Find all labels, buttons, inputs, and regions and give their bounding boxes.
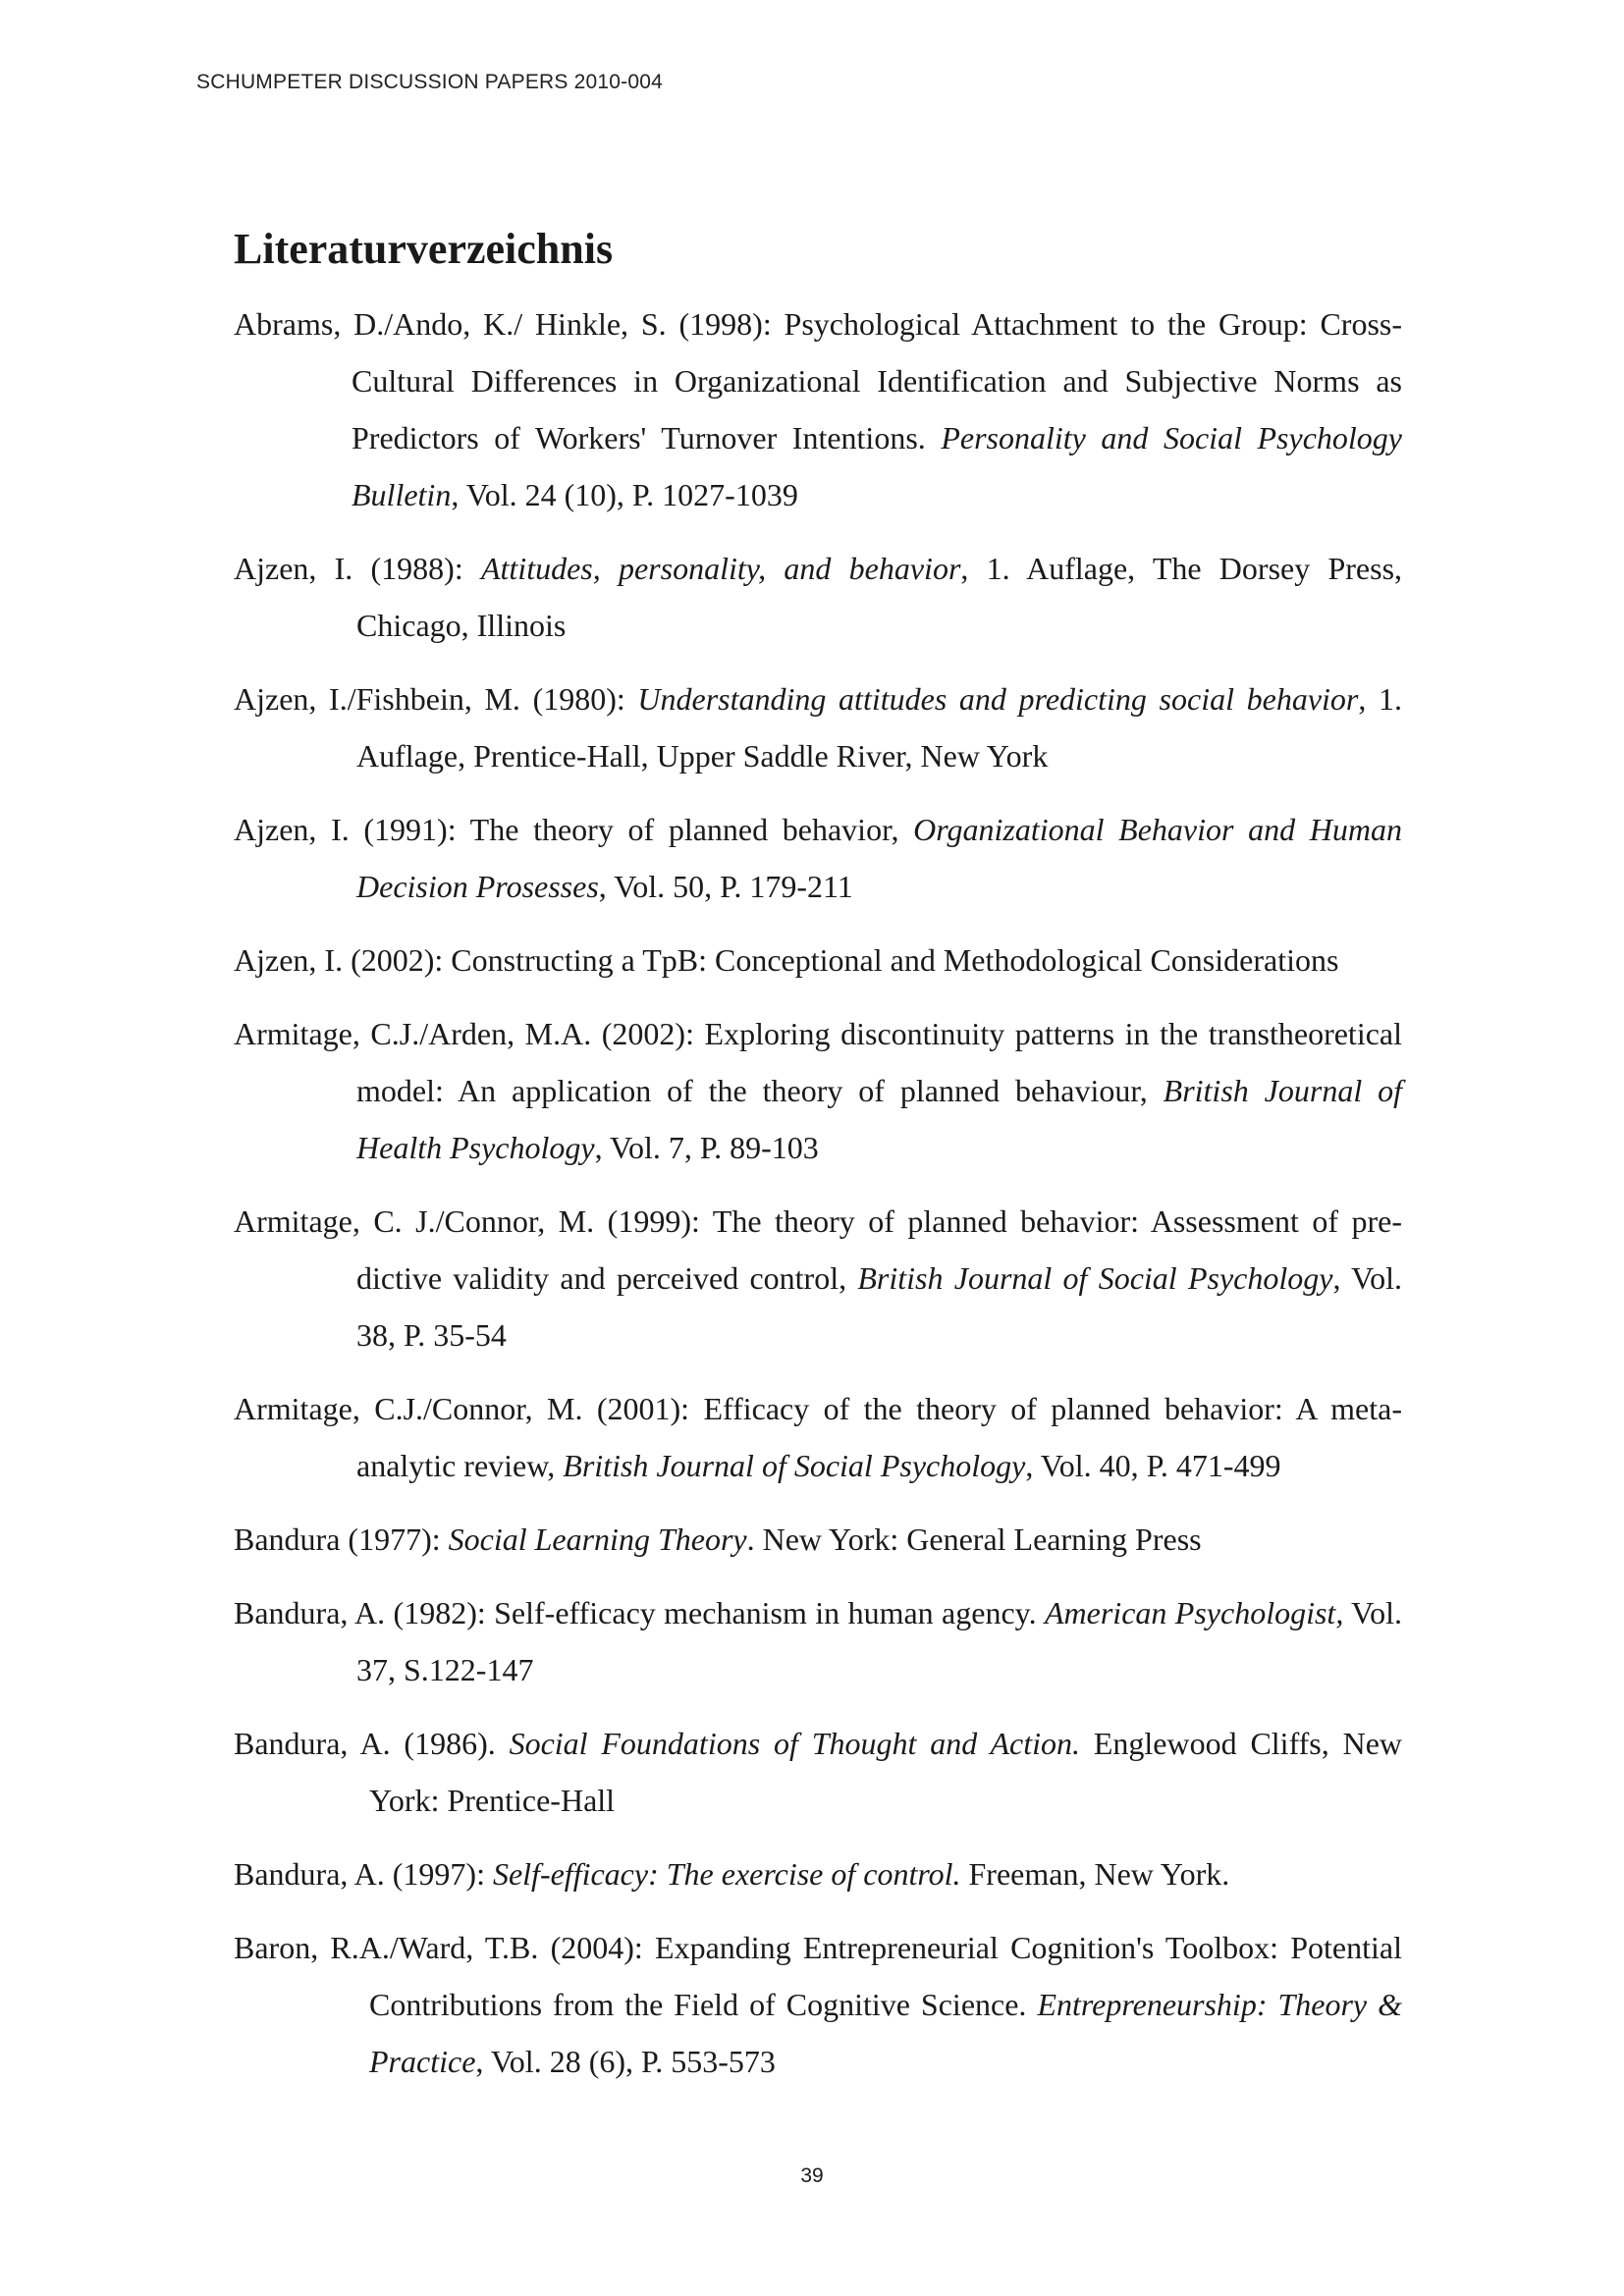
ref-details: , Vol. 24 (10), P. 1027-1039 <box>451 476 798 512</box>
ref-details: Englewood Cliffs, New York: Prentice-Hall <box>369 1725 1403 1818</box>
ref-journal: American Psychologist, <box>1044 1594 1344 1630</box>
ref-journal: Self-efficacy: The exercise of control. <box>492 1855 961 1892</box>
section-title: Literaturverzeichnis <box>234 225 614 273</box>
ref-text: Bandura, A. (1986). <box>234 1725 510 1761</box>
ref-details: , Vol. 50, P. 179-211 <box>598 868 853 904</box>
ref-text: Baron, R.A./Ward, T.B. (2004): Expanding Entrepreneurial Cognition's Toolbox: Potential Contributions from the Field of Cognitive Science. <box>234 1929 1402 2022</box>
reference-entry <box>234 295 1402 523</box>
ref-text: Abrams, D./Ando, K./ Hinkle, S. (1998): Psychological Attachment to the Group: Cross-Cultural Differences in Organizational Identification and Subjective Norms as Predictors of Workers' Turnover Intentions. <box>234 305 1402 455</box>
reference-entry <box>234 1193 1402 1363</box>
ref-details: Vol. 37, S.122-147 <box>356 1594 1403 1687</box>
ref-details: , 1. Auflage, The Dorsey Press, Chicago, Illinois <box>356 550 1403 643</box>
ref-journal: Attitudes, personality, and behavior <box>480 550 961 586</box>
running-header: SCHUMPETER DISCUSSION PAPERS 2010-004 <box>196 71 663 93</box>
bibliography <box>234 224 1402 2107</box>
ref-journal: Organizational Behavior and Human Decision Prosesses <box>356 811 1403 904</box>
ref-text: Ajzen, I./Fishbein, M. (1980): <box>234 680 638 717</box>
ref-text: Bandura, A. (1997): <box>234 1855 493 1892</box>
reference-entry <box>234 1919 1402 2090</box>
ref-journal: British Journal of Social Psychology <box>857 1259 1333 1296</box>
page-number: 39 <box>800 2164 824 2187</box>
reference-entry <box>234 1715 1402 1829</box>
reference-entry <box>234 1584 1402 1698</box>
ref-text: Ajzen, I. (1988): <box>234 550 481 586</box>
ref-text: Armitage, C.J./Connor, M. (2001): Efficacy of the theory of planned behavior: A meta-analytic review, <box>234 1390 1402 1483</box>
ref-details: , Vol. 28 (6), P. 553-573 <box>475 2043 776 2079</box>
ref-journal: Understanding attitudes and predicting social behavior <box>637 680 1359 717</box>
ref-text: Armitage, C.J./Arden, M.A. (2002): Exploring discontinuity patterns in the transtheoretical model: An application of the theory of planned behaviour, <box>234 1015 1402 1108</box>
ref-text: Bandura (1977): <box>234 1521 449 1557</box>
ref-journal: Social Learning Theory <box>448 1521 747 1557</box>
ref-details: , Vol. 40, P. 471-499 <box>1025 1447 1281 1483</box>
reference-entry <box>234 1511 1402 1568</box>
ref-journal: Entrepreneurship: Theory & Practice <box>369 1986 1403 2079</box>
ref-details: . New York: General Learning Press <box>746 1521 1202 1557</box>
reference-entry <box>234 540 1402 654</box>
ref-details: Freeman, New York. <box>960 1855 1230 1892</box>
ref-details: , Vol. 7, P. 89-103 <box>594 1129 819 1165</box>
reference-entry <box>234 932 1402 988</box>
ref-text: Ajzen, I. (2002): Constructing a TpB: Conceptional and Methodological Considerations <box>234 941 1339 978</box>
ref-journal: Social Foundations of Thought and Action. <box>509 1725 1081 1761</box>
reference-entry <box>234 670 1402 784</box>
ref-details: , 1. Auflage, Prentice-Hall, Upper Saddle River, New York <box>356 680 1402 774</box>
ref-text: Ajzen, I. (1991): The theory of planned behavior, <box>234 811 914 847</box>
ref-journal: British Journal of Health Psychology <box>356 1072 1403 1165</box>
ref-details: , Vol. 38, P. 35-54 <box>356 1259 1403 1353</box>
reference-entry <box>234 1380 1402 1494</box>
reference-entry <box>234 1845 1402 1902</box>
ref-journal: British Journal of Social Psychology <box>563 1447 1026 1483</box>
ref-journal: Personality and Social Psychology Bulletin <box>352 419 1403 512</box>
reference-entry <box>234 801 1402 915</box>
reference-entry <box>234 1005 1402 1176</box>
ref-text: Bandura, A. (1982): Self-efficacy mechanism in human agency. <box>234 1594 1045 1630</box>
ref-text: Armitage, C. J./Connor, M. (1999): The theory of planned behavior: Assessment of predictive validity and perceived control, <box>234 1202 1402 1296</box>
